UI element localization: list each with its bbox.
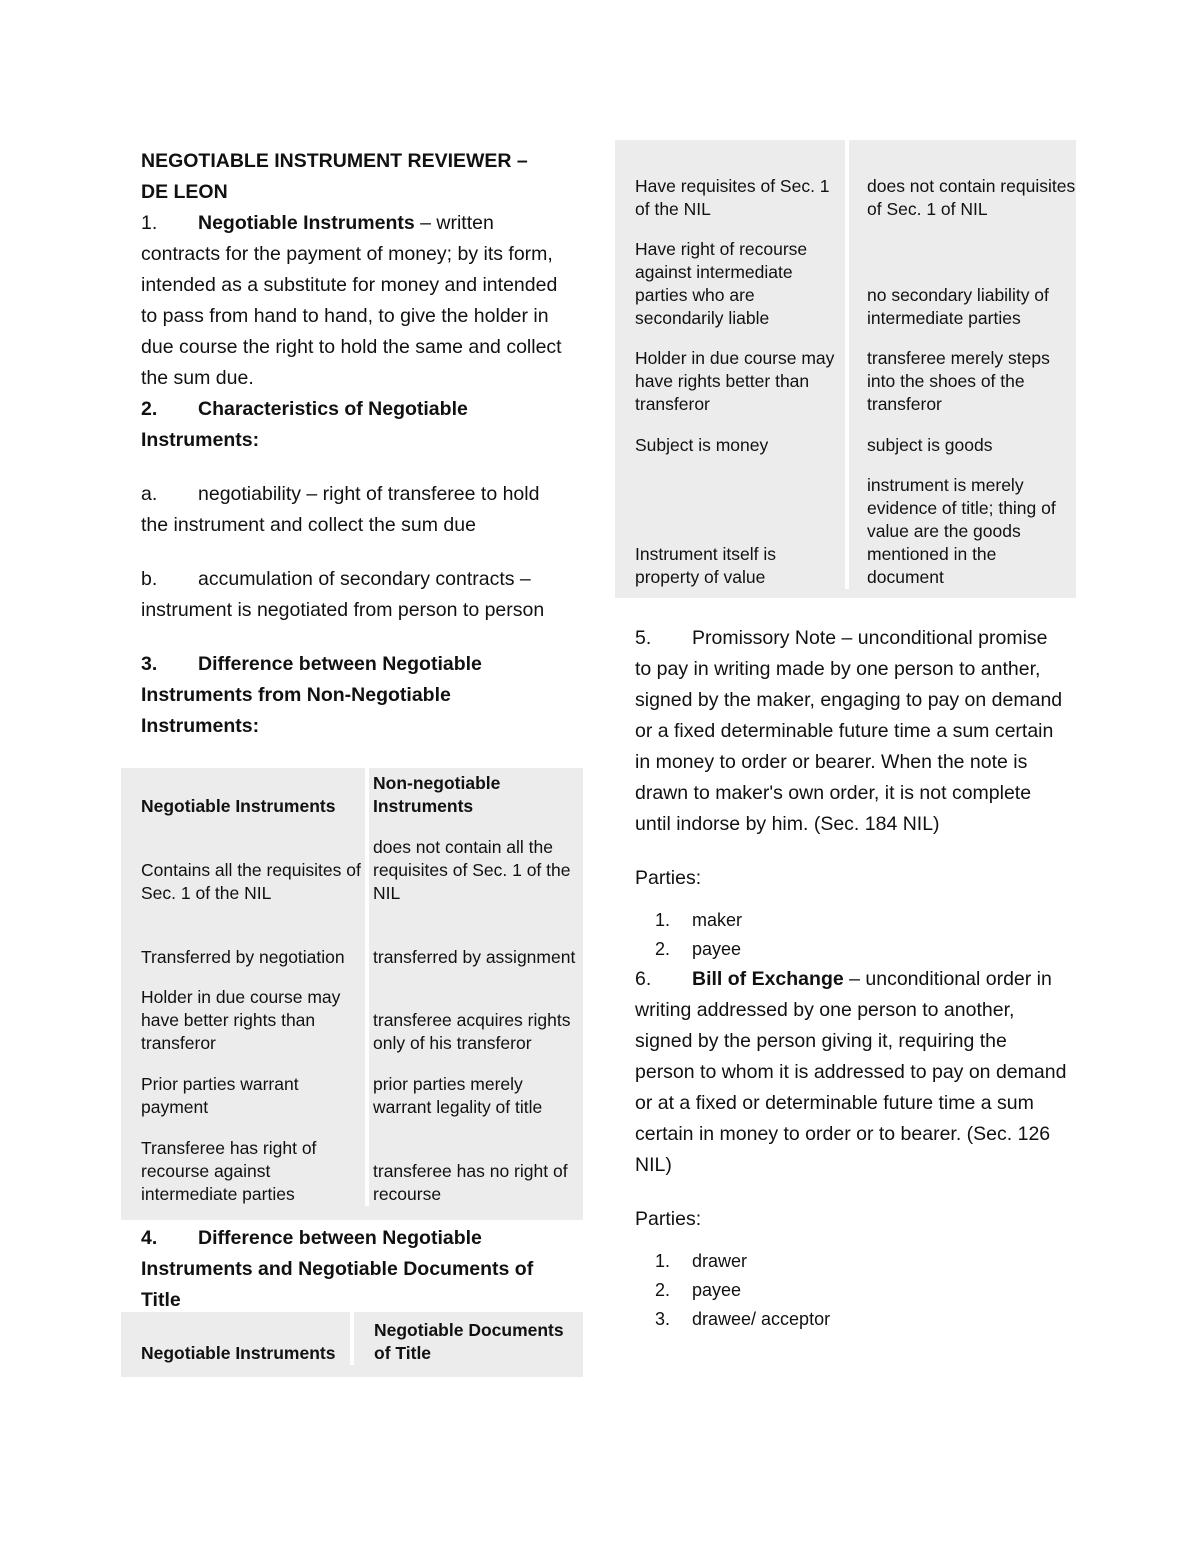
parties-list-promissory-note [635, 906, 1067, 964]
item-6: 6. Bill of Exchange – unconditional order in writing addressed by one person to another, signed by the person giving it, requiring the person to whom it is addressed to pay on demand or at a fixed or determinable future time a sum certain in money to order or to bearer. (Sec. 126 NIL) [635, 968, 1067, 1176]
table-row [141, 1119, 581, 1206]
table-header-cell: Negotiable Instruments [141, 768, 369, 818]
list-item: 2. payee [654, 1280, 742, 1300]
item-2b: b. accumulation of secondary contracts – instrument is negotiated from person to person [141, 568, 545, 621]
item-4-heading: 4. Difference between Negotiable Instruments and Negotiable Documents of Title [141, 1227, 534, 1311]
table-cell: transferred by assignment [373, 947, 576, 967]
table-cell: subject is goods [867, 435, 993, 455]
table-cell: Have right of recourse against intermediate parties who are secondarily liable [635, 221, 849, 330]
table-row [141, 905, 581, 969]
comparison-table-negotiable-vs-non-negotiable [121, 768, 583, 1220]
table-cell: Prior parties warrant payment [141, 1055, 369, 1119]
table-row [635, 221, 1076, 330]
table-cell: Holder in due course may have rights better than transferor [635, 330, 849, 416]
table-header-cell: Negotiable Instruments [141, 1312, 354, 1365]
item-3-heading: 3. Difference between Negotiable Instruments from Non-Negotiable Instruments: [141, 653, 482, 737]
table-header-row [141, 768, 581, 818]
table-cell: Instrument itself is property of value [635, 457, 849, 589]
table-row [141, 818, 581, 905]
table-cell: Contains all the requisites of Sec. 1 of the NIL [141, 818, 369, 905]
item-2a: a. negotiability – right of transferee to hold the instrument and collect the sum due [141, 483, 540, 536]
table-cell: prior parties merely warrant legality of title [373, 1074, 543, 1117]
table-row [141, 969, 581, 1055]
parties-label: Parties: [635, 1208, 702, 1230]
list-item: 3. drawee/ acceptor [654, 1309, 831, 1329]
table-header-cell: Negotiable Documents of Title [374, 1320, 564, 1363]
item-1-term: Negotiable Instruments [198, 212, 415, 234]
table-row [141, 1055, 581, 1119]
table-cell: Transferee has right of recourse against intermediate parties [141, 1119, 369, 1206]
table-cell: Subject is money [635, 416, 849, 457]
item-6-term: Bill of Exchange [692, 968, 844, 990]
list-item: 1. drawer [654, 1251, 748, 1271]
table-cell: Have requisites of Sec. 1 of the NIL [635, 140, 849, 221]
comparison-table-instruments-vs-documents-body [615, 140, 1076, 598]
item-6-text: – unconditional order in writing addressed by one person to another, signed by the person giving it, requiring the person to whom it is addressed to pay on demand or at a fixed or determinable future time a sum certain in money to order or to bearer. (Sec. 126 NIL) [635, 968, 1067, 1176]
table-cell: transferee has no right of recourse [373, 1161, 568, 1204]
item-1-text: – written contracts for the payment of money; by its form, intended as a substitute for money and intended to pass from hand to hand, to give the holder in due course the right to hold the same and collect the sum due. [141, 212, 562, 389]
left-column [141, 146, 571, 742]
table-row [635, 140, 1076, 221]
table-cell: Holder in due course may have better rights than transferor [141, 969, 369, 1055]
document-title: NEGOTIABLE INSTRUMENT REVIEWER – DE LEON [141, 150, 528, 203]
table-cell: no secondary liability of intermediate parties [867, 285, 1049, 328]
table-cell: does not contain all the requisites of Sec. 1 of the NIL [373, 837, 571, 903]
table-row [635, 457, 1076, 589]
parties-list-bill-of-exchange [635, 1247, 1067, 1334]
item-4 [141, 1223, 571, 1316]
item-5: 5. Promissory Note – unconditional promise to pay in writing made by one person to anther, signed by the maker, engaging to pay on demand or a fixed determinable future time a sum certain in money to order or bearer. When the note is drawn to maker's own order, it is not complete until indorse by him. (Sec. 184 NIL) [635, 627, 1063, 835]
table-row [635, 416, 1076, 457]
table-header-cell: Non-negotiable Instruments [373, 773, 501, 816]
table-cell: does not contain requisites of Sec. 1 of NIL [867, 176, 1076, 219]
table-header-row [141, 1312, 583, 1365]
item-2-heading: 2. Characteristics of Negotiable Instruments: [141, 398, 468, 451]
table-row [635, 330, 1076, 416]
list-item: 2. payee [654, 939, 742, 959]
right-column [635, 623, 1067, 1334]
list-item: 1. maker [654, 910, 743, 930]
table-cell: Transferred by negotiation [141, 905, 369, 969]
comparison-table-instruments-vs-documents-header [121, 1312, 583, 1377]
table-cell: transferee merely steps into the shoes of the transferor [867, 348, 1050, 414]
item-1: 1. Negotiable Instruments – written contracts for the payment of money; by its form, intended as a substitute for money and intended to pass from hand to hand, to give the holder in due course the right to hold the same and collect the sum due. [141, 212, 562, 389]
table-cell: instrument is merely evidence of title; thing of value are the goods mentioned in the document [867, 475, 1056, 587]
parties-label: Parties: [635, 867, 702, 889]
table-cell: transferee acquires rights only of his transferor [373, 1010, 571, 1053]
